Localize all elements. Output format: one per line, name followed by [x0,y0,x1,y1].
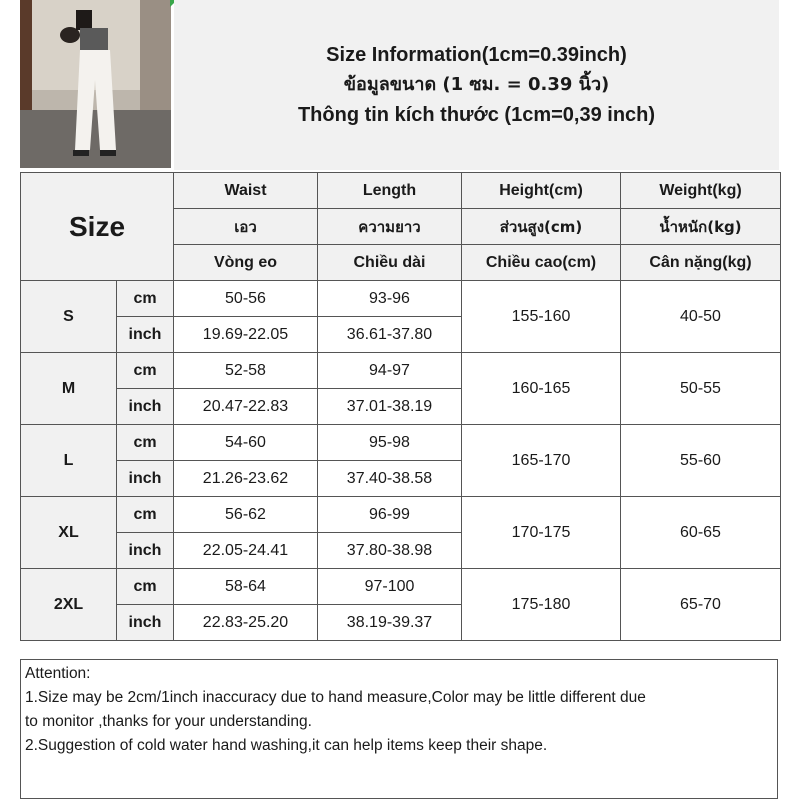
length-inch: 36.61-37.80 [318,317,462,353]
waist-inch: 22.05-24.41 [174,533,318,569]
attention-note-1: 1.Size may be 2cm/1inch inaccuracy due to hand measure,Color may be little different due [25,689,646,706]
col-weight-vi: Cân nặng(kg) [621,245,781,281]
size-cell: L [21,425,117,497]
size-table [20,172,781,641]
unit-inch: inch [117,533,174,569]
height-cell: 155-160 [462,281,621,353]
attention-note-1-cont: to monitor ,thanks for your understanding. [25,713,312,730]
length-inch: 37.40-38.58 [318,461,462,497]
unit-inch: inch [117,605,174,641]
waist-cm: 52-58 [174,353,318,389]
header-title-en: Size Information(1cm=0.39inch) [326,44,627,66]
weight-cell: 65-70 [621,569,781,641]
unit-inch: inch [117,389,174,425]
length-inch: 37.01-38.19 [318,389,462,425]
size-info-header [174,0,779,170]
height-cell: 175-180 [462,569,621,641]
col-waist-vi: Vòng eo [174,245,318,281]
table-row [21,353,781,389]
col-height-th: ส่วนสูง(cm) [462,209,621,245]
waist-cm: 50-56 [174,281,318,317]
length-cm: 94-97 [318,353,462,389]
header-title-vi: Thông tin kích thước (1cm=0,39 inch) [297,104,656,126]
unit-cm: cm [117,497,174,533]
length-inch: 37.80-38.98 [318,533,462,569]
table-row [21,569,781,605]
weight-cell: 40-50 [621,281,781,353]
col-waist-th: เอว [174,209,318,245]
table-row [21,281,781,317]
attention-note-2: 2.Suggestion of cold water hand washing,it can help items keep their shape. [25,737,548,754]
waist-cm: 56-62 [174,497,318,533]
waist-inch: 20.47-22.83 [174,389,318,425]
attention-notes [20,659,778,799]
waist-inch: 21.26-23.62 [174,461,318,497]
length-inch: 38.19-39.37 [318,605,462,641]
size-cell: S [21,281,117,353]
waist-cm: 54-60 [174,425,318,461]
col-length-th: ความยาว [318,209,462,245]
size-cell: M [21,353,117,425]
table-header-row [21,173,781,209]
size-column-label: Size [21,173,174,281]
col-weight-en: Weight(kg) [621,173,781,209]
length-cm: 96-99 [318,497,462,533]
height-cell: 165-170 [462,425,621,497]
height-cell: 160-165 [462,353,621,425]
unit-cm: cm [117,281,174,317]
col-height-en: Height(cm) [462,173,621,209]
unit-cm: cm [117,425,174,461]
attention-title: Attention: [25,665,91,682]
col-height-vi: Chiều cao(cm) [462,245,621,281]
waist-inch: 19.69-22.05 [174,317,318,353]
table-row [21,497,781,533]
table-row [21,425,781,461]
waist-cm: 58-64 [174,569,318,605]
unit-cm: cm [117,353,174,389]
col-waist-en: Waist [174,173,318,209]
weight-cell: 50-55 [621,353,781,425]
col-length-en: Length [318,173,462,209]
size-cell: 2XL [21,569,117,641]
length-cm: 97-100 [318,569,462,605]
height-cell: 170-175 [462,497,621,569]
waist-inch: 22.83-25.20 [174,605,318,641]
length-cm: 95-98 [318,425,462,461]
header-title-th: ข้อมูลขนาด (1 ซม. = 0.39 นิ้ว) [343,74,610,95]
size-cell: XL [21,497,117,569]
product-photo [20,0,171,168]
length-cm: 93-96 [318,281,462,317]
unit-inch: inch [117,317,174,353]
col-length-vi: Chiều dài [318,245,462,281]
weight-cell: 60-65 [621,497,781,569]
col-weight-th: น้ำหนัก(kg) [621,209,781,245]
unit-cm: cm [117,569,174,605]
weight-cell: 55-60 [621,425,781,497]
unit-inch: inch [117,461,174,497]
